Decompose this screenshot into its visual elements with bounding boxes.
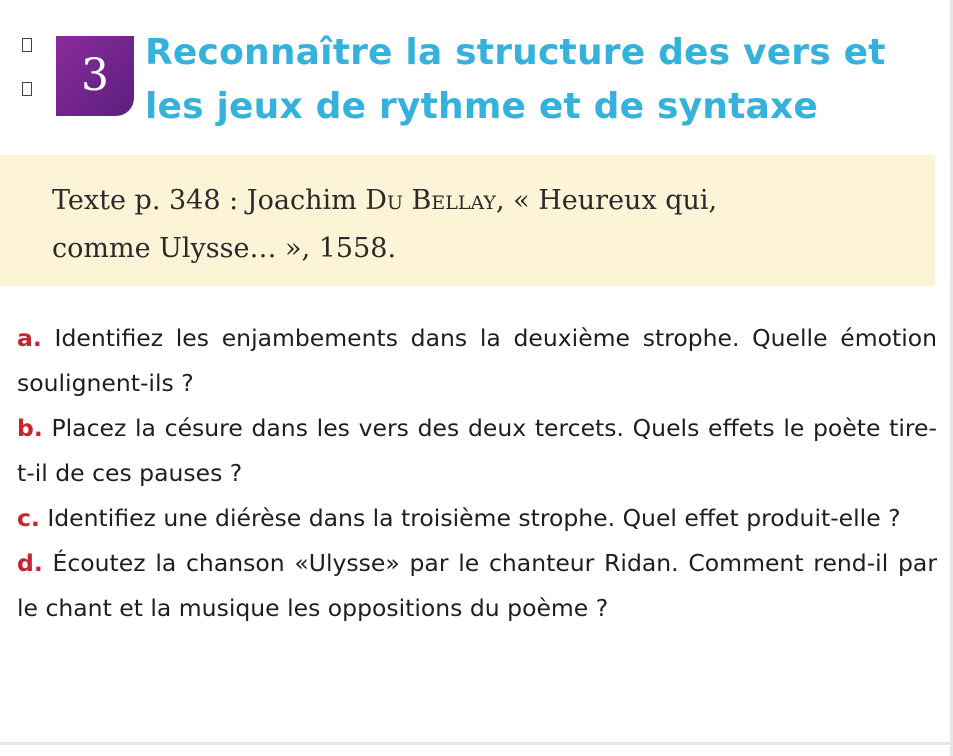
- question-list: [17, 316, 937, 631]
- question-text: Identifiez une diérèse dans la troisième strophe. Quel effet produit-elle ?: [39, 504, 901, 532]
- question-letter: c.: [17, 504, 40, 532]
- question-b: [17, 406, 937, 496]
- question-letter: d.: [17, 549, 43, 577]
- question-c: [17, 496, 937, 541]
- title-line-2: les jeux de rythme et de syntaxe: [145, 86, 819, 127]
- question-text: Placez la césure dans les vers des deux tercets. Quels effets le poète tire-t-il de ces pauses ?: [17, 414, 937, 487]
- margin-marker-icon: [22, 38, 32, 52]
- source-author: Du Bellay: [365, 185, 496, 216]
- source-middle: , « Heureux qui,: [495, 185, 718, 216]
- question-letter: b.: [17, 414, 43, 442]
- question-letter: a.: [17, 324, 42, 352]
- source-reference: [52, 177, 915, 273]
- bottom-divider: [0, 742, 950, 745]
- question-d: [17, 541, 937, 631]
- source-reference-box: [0, 155, 935, 286]
- question-a: [17, 316, 937, 406]
- source-prefix: Texte p. 348 : Joachim: [52, 185, 366, 216]
- title-line-1: Reconnaître la structure des vers et: [145, 32, 886, 73]
- exercise-number-badge: 3: [56, 36, 134, 116]
- question-text: Écoutez la chanson «Ulysse» par le chanteur Ridan. Comment rend-il par le chant et la musique les oppositions du poème ?: [17, 549, 937, 622]
- exercise-title: [145, 26, 945, 134]
- margin-markers: [22, 38, 36, 126]
- question-text: Identifiez les enjambements dans la deuxième strophe. Quelle émotion soulignent-ils ?: [17, 324, 937, 397]
- source-line-2: comme Ulysse… », 1558.: [52, 233, 397, 264]
- margin-marker-icon: [22, 82, 32, 96]
